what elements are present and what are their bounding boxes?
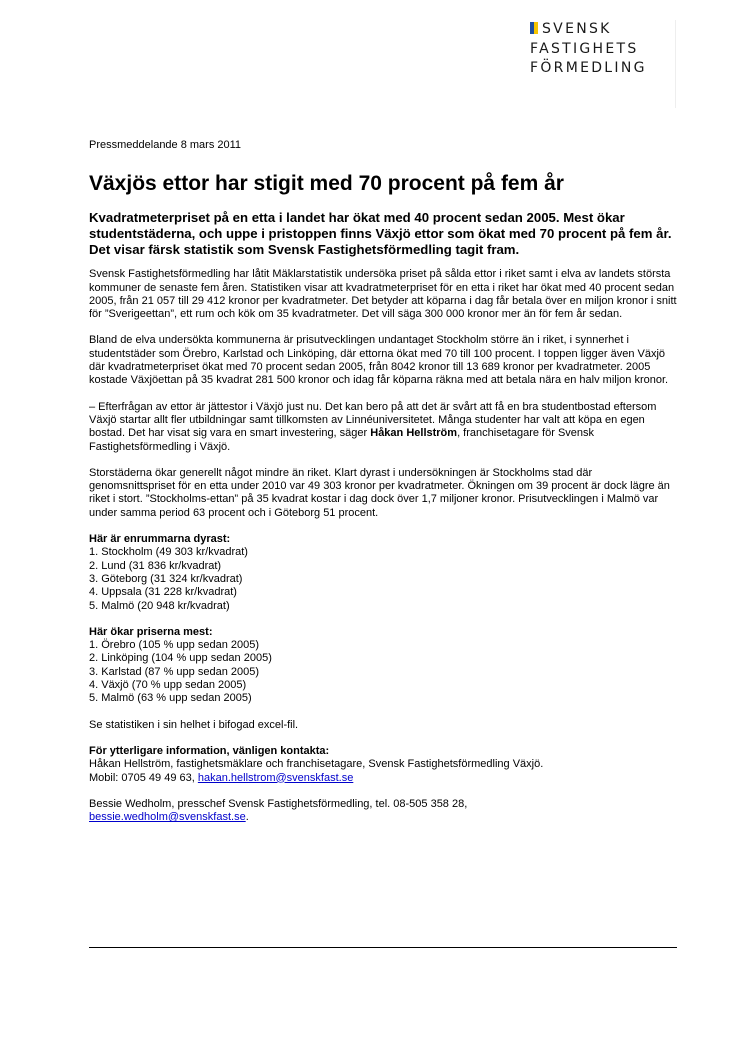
list-item: 4. Växjö (70 % upp sedan 2005): [89, 679, 247, 692]
contact-block-2: [89, 798, 677, 825]
list-item: 2. Lund (31 836 kr/kvadrat): [89, 559, 222, 572]
body-paragraph-2: Bland de elva undersökta kommunerna är prisutvecklingen undantaget Stockholm större än i riket, i synnerhet i studentstäder som Örebro, Karlstad och Linköping, där ettorna ökat med 70 till 100 procent. I toppen ligger även Växjö där kvadratmeterpriset ökat med 70 procent sedan 2005, från 8042 kronor till 13 689 kronor per kvadratmeter. 2005 kostade Växjöettan på 35 kvadrat 281 500 kronor och idag får köparna räkna med att betala nära en halv miljon kronor.: [89, 334, 669, 387]
list-title: Här är enrummarna dyrast:: [89, 533, 231, 546]
quote-text: – Efterfrågan av ettor är jättestor i Växjö just nu. Det kan bero på att det är svårt att få en bra studentbostad eftersom Växjö startar allt fler utbildningar samt tillkomsten av Linnéuniversitetet. Många studenter har valt att köpa en egen bostad. Det har visat sig vara en smart investering, säger: [89, 400, 657, 440]
contact-mobile: Mobil: 0705 49 49 63,: [89, 771, 198, 784]
list-largest-increase: [89, 626, 677, 706]
statistics-note: Se statistiken i sin helhet i bifogad excel-fil.: [89, 718, 299, 731]
swedish-flag-icon: [530, 21, 538, 40]
list-item: 5. Malmö (63 % upp sedan 2005): [89, 692, 252, 705]
list-title: Här ökar priserna mest:: [89, 625, 213, 638]
email-suffix: .: [245, 811, 249, 824]
email-link-hakan[interactable]: hakan.hellstrom@svenskfast.se: [197, 771, 354, 784]
contact-line-2: Bessie Wedholm, presschef Svensk Fastighetsförmedling, tel. 08-505 358 28,: [89, 797, 468, 810]
quote-attribution: , franchisetagare för Svensk Fastighetsförmedling i Växjö.: [89, 427, 595, 453]
body-paragraph-1: Svensk Fastighetsförmedling har låtit Mäklarstatistik undersöka priset på sålda ettor i riket samt i elva av landets största kommuner de senaste fem åren. Statistiken visar att kvadratmeterpriset för en etta i riket har ökat med 40 procent sedan 2005, från 21 057 till 29 412 kronor per kvadratmeter. Det betyder att köparna i dag får betala över en miljon kronor i snitt för ”Sverigeettan”, ett rum och kök om 35 kvadratmeter. Det vill säga 300 000 kronor mer än för fem år sedan.: [89, 268, 677, 321]
list-item: 3. Karlstad (87 % upp sedan 2005): [89, 665, 260, 678]
list-item: 3. Göteborg (31 324 kr/kvadrat): [89, 572, 243, 585]
logo-text-formedling: FÖRMEDLING: [530, 60, 647, 76]
list-item: 1. Stockholm (49 303 kr/kvadrat): [89, 546, 248, 559]
body-paragraph-3: [89, 401, 677, 454]
logo-line-1: [530, 20, 675, 40]
contact-heading: För ytterligare information, vänligen kontakta:: [89, 744, 330, 757]
quoted-person-name: Håkan Hellström: [370, 427, 458, 440]
list-item: 1. Örebro (105 % upp sedan 2005): [89, 639, 260, 652]
footer-divider: [89, 947, 677, 948]
press-release-body: [89, 139, 677, 824]
company-logo: [530, 20, 676, 108]
lead-paragraph: Kvadratmeterpriset på en etta i landet har ökat med 40 procent sedan 2005. Mest ökar studentstäderna, och uppe i pristoppen finns Växjö ettor som ökat med 70 procent på fem år. Det visar färsk statistik som Svensk Fastighetsförmedling tagit fram.: [89, 210, 672, 258]
contact-line-1: Håkan Hellström, fastighetsmäklare och franchisetagare, Svensk Fastighetsförmedling Växjö.: [89, 758, 544, 771]
body-paragraph-4: Storstäderna ökar generellt något mindre än riket. Klart dyrast i undersökningen är Stockholms stad där genomsnittspriset för en etta under 2010 var 49 303 kronor per kvadratmeter. Ökningen om 39 procent är dock lägre än riket i stort. ”Stockholms-ettan” på 35 kvadrat kostar i dag dock över 1,7 miljoner kronor. Prisutvecklingen i Malmö var under samma period 63 procent och i Göteborg 51 procent.: [89, 466, 670, 519]
contact-block: [89, 745, 677, 785]
logo-text-svensk: SVENSK: [542, 21, 612, 37]
list-item: 2. Linköping (104 % upp sedan 2005): [89, 652, 272, 665]
list-most-expensive: [89, 533, 677, 613]
list-item: 5. Malmö (20 948 kr/kvadrat): [89, 599, 230, 612]
dateline: Pressmeddelande 8 mars 2011: [89, 139, 242, 151]
logo-text-fastighets: FASTIGHETS: [530, 41, 639, 57]
flag-yellow-stripe: [534, 22, 538, 34]
headline: Växjös ettor har stigit med 70 procent på fem år: [89, 172, 564, 196]
email-link-bessie[interactable]: bessie.wedholm@svenskfast.se: [89, 811, 246, 824]
list-item: 4. Uppsala (31 228 kr/kvadrat): [89, 586, 237, 599]
